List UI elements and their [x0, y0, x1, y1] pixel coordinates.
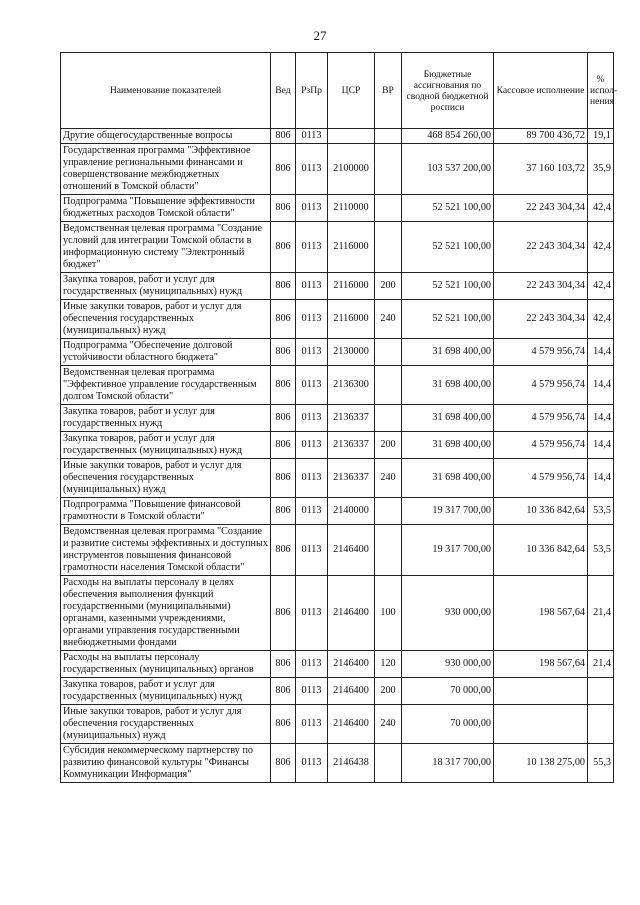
cell-csr: 2136337: [328, 405, 375, 432]
cell-percent: 42,4: [588, 222, 614, 273]
cell-ved: 806: [271, 129, 296, 144]
table-row: [61, 129, 614, 144]
cell-ved: 806: [271, 459, 296, 498]
cell-cash-execution: 4 579 956,74: [494, 339, 588, 366]
page-number: 27: [313, 28, 327, 43]
cell-assignments: 52 521 100,00: [402, 195, 494, 222]
cell-csr: 2136337: [328, 432, 375, 459]
cell-assignments: 70 000,00: [402, 705, 494, 744]
cell-cash-execution: 37 160 103,72: [494, 144, 588, 195]
cell-percent: [588, 678, 614, 705]
table-row: [61, 498, 614, 525]
cell-vr: 240: [375, 705, 402, 744]
cell-percent: 42,4: [588, 273, 614, 300]
col-header-csr: ЦСР: [328, 53, 375, 129]
cell-rzpr: 0113: [296, 705, 328, 744]
cell-rzpr: 0113: [296, 405, 328, 432]
cell-rzpr: 0113: [296, 195, 328, 222]
cell-cash-execution: 22 243 304,34: [494, 300, 588, 339]
cell-name: Государственная программа "Эффективное управление региональными финансами и совершенствование межбюджетных отношений в Томской области": [61, 144, 271, 195]
cell-csr: 2116000: [328, 222, 375, 273]
cell-percent: 14,4: [588, 405, 614, 432]
cell-csr: 2110000: [328, 195, 375, 222]
cell-percent: 14,4: [588, 339, 614, 366]
cell-assignments: 19 317 700,00: [402, 498, 494, 525]
table-row: [61, 525, 614, 576]
table-row: [61, 432, 614, 459]
cell-assignments: 31 698 400,00: [402, 405, 494, 432]
cell-cash-execution: 4 579 956,74: [494, 459, 588, 498]
cell-name: Иные закупки товаров, работ и услуг для обеспечения государственных (муниципальных) нужд: [61, 705, 271, 744]
cell-vr: 200: [375, 678, 402, 705]
cell-csr: 2146400: [328, 576, 375, 651]
cell-rzpr: 0113: [296, 273, 328, 300]
cell-name: Закупка товаров, работ и услуг для государственных (муниципальных) нужд: [61, 678, 271, 705]
table-row: [61, 576, 614, 651]
col-header-percent: % испол-нения: [588, 53, 614, 129]
table-row: [61, 678, 614, 705]
cell-csr: 2146400: [328, 525, 375, 576]
cell-assignments: 31 698 400,00: [402, 366, 494, 405]
table-row: [61, 300, 614, 339]
cell-cash-execution: 198 567,64: [494, 576, 588, 651]
cell-cash-execution: [494, 705, 588, 744]
cell-assignments: 52 521 100,00: [402, 222, 494, 273]
cell-cash-execution: 22 243 304,34: [494, 195, 588, 222]
cell-name: Закупка товаров, работ и услуг для государственных нужд: [61, 405, 271, 432]
cell-ved: 806: [271, 222, 296, 273]
cell-rzpr: 0113: [296, 525, 328, 576]
cell-percent: [588, 705, 614, 744]
cell-ved: 806: [271, 273, 296, 300]
cell-percent: 14,4: [588, 459, 614, 498]
table-row: [61, 705, 614, 744]
cell-vr: 200: [375, 432, 402, 459]
col-header-vr: ВР: [375, 53, 402, 129]
table-row: [61, 405, 614, 432]
cell-percent: 53,5: [588, 525, 614, 576]
cell-vr: 100: [375, 576, 402, 651]
table-row: [61, 651, 614, 678]
cell-percent: 19,1: [588, 129, 614, 144]
cell-name: Расходы на выплаты персоналу в целях обеспечения выполнения функций государственными (муниципальными) органами, казенными учреждениями, органами управления государственными внебюджетными фондами: [61, 576, 271, 651]
table-body: [61, 129, 614, 783]
cell-percent: 14,4: [588, 432, 614, 459]
cell-assignments: 31 698 400,00: [402, 339, 494, 366]
cell-rzpr: 0113: [296, 144, 328, 195]
cell-csr: 2140000: [328, 498, 375, 525]
cell-name: Иные закупки товаров, работ и услуг для обеспечения государственных (муниципальных) нужд: [61, 459, 271, 498]
table-row: [61, 339, 614, 366]
cell-assignments: 468 854 260,00: [402, 129, 494, 144]
cell-percent: 42,4: [588, 195, 614, 222]
cell-vr: [375, 144, 402, 195]
cell-ved: 806: [271, 366, 296, 405]
cell-rzpr: 0113: [296, 300, 328, 339]
cell-ved: 806: [271, 678, 296, 705]
cell-assignments: 930 000,00: [402, 651, 494, 678]
cell-vr: [375, 366, 402, 405]
cell-cash-execution: 198 567,64: [494, 651, 588, 678]
cell-cash-execution: 10 336 842,64: [494, 498, 588, 525]
cell-name: Закупка товаров, работ и услуг для государственных (муниципальных) нужд: [61, 273, 271, 300]
cell-name: Подпрограмма "Повышение эффективности бюджетных расходов Томской области": [61, 195, 271, 222]
cell-csr: 2146438: [328, 744, 375, 783]
cell-name: Расходы на выплаты персоналу государственных (муниципальных) органов: [61, 651, 271, 678]
cell-ved: 806: [271, 525, 296, 576]
cell-assignments: 18 317 700,00: [402, 744, 494, 783]
cell-percent: 21,4: [588, 576, 614, 651]
cell-cash-execution: 4 579 956,74: [494, 366, 588, 405]
cell-vr: 240: [375, 459, 402, 498]
cell-cash-execution: 89 700 436,72: [494, 129, 588, 144]
cell-vr: [375, 339, 402, 366]
cell-rzpr: 0113: [296, 129, 328, 144]
cell-ved: 806: [271, 576, 296, 651]
table-row: [61, 222, 614, 273]
col-header-ved: Вед: [271, 53, 296, 129]
cell-ved: 806: [271, 432, 296, 459]
cell-cash-execution: 22 243 304,34: [494, 273, 588, 300]
cell-name: Закупка товаров, работ и услуг для государственных (муниципальных) нужд: [61, 432, 271, 459]
cell-percent: 55,3: [588, 744, 614, 783]
col-header-cash-execution: Кассовое исполнение: [494, 53, 588, 129]
cell-ved: 806: [271, 300, 296, 339]
cell-vr: 200: [375, 273, 402, 300]
cell-rzpr: 0113: [296, 366, 328, 405]
cell-name: Иные закупки товаров, работ и услуг для обеспечения государственных (муниципальных) нужд: [61, 300, 271, 339]
cell-cash-execution: 10 336 842,64: [494, 525, 588, 576]
cell-vr: [375, 744, 402, 783]
cell-csr: 2146400: [328, 651, 375, 678]
cell-ved: 806: [271, 339, 296, 366]
cell-assignments: 70 000,00: [402, 678, 494, 705]
cell-csr: 2130000: [328, 339, 375, 366]
cell-cash-execution: [494, 678, 588, 705]
cell-name: Субсидия некоммерческому партнерству по развитию финансовой культуры "Финансы Коммуникации Информация": [61, 744, 271, 783]
cell-csr: 2116000: [328, 300, 375, 339]
cell-cash-execution: 10 138 275,00: [494, 744, 588, 783]
cell-ved: 806: [271, 144, 296, 195]
cell-assignments: 52 521 100,00: [402, 300, 494, 339]
cell-percent: 35,9: [588, 144, 614, 195]
cell-name: Подпрограмма "Обеспечение долговой устойчивости областного бюджета": [61, 339, 271, 366]
cell-name: Подпрограмма "Повышение финансовой грамотности в Томской области": [61, 498, 271, 525]
cell-percent: 42,4: [588, 300, 614, 339]
cell-percent: 14,4: [588, 366, 614, 405]
table-row: [61, 195, 614, 222]
cell-percent: 21,4: [588, 651, 614, 678]
cell-vr: [375, 525, 402, 576]
cell-vr: 240: [375, 300, 402, 339]
cell-assignments: 52 521 100,00: [402, 273, 494, 300]
cell-rzpr: 0113: [296, 744, 328, 783]
cell-name: Ведомственная целевая программа "Создание условий для интеграции Томской области в информационную систему "Электронный бюджет": [61, 222, 271, 273]
cell-assignments: 31 698 400,00: [402, 459, 494, 498]
cell-name: Ведомственная целевая программа "Эффективное управление государственным долгом Томской области": [61, 366, 271, 405]
table-row: [61, 744, 614, 783]
cell-rzpr: 0113: [296, 678, 328, 705]
cell-csr: 2116000: [328, 273, 375, 300]
cell-rzpr: 0113: [296, 222, 328, 273]
cell-cash-execution: 22 243 304,34: [494, 222, 588, 273]
cell-vr: [375, 498, 402, 525]
cell-rzpr: 0113: [296, 651, 328, 678]
cell-csr: 2136337: [328, 459, 375, 498]
table-row: [61, 366, 614, 405]
cell-csr: 2100000: [328, 144, 375, 195]
cell-name: Другие общегосударственные вопросы: [61, 129, 271, 144]
cell-percent: 53,5: [588, 498, 614, 525]
cell-csr: [328, 129, 375, 144]
cell-csr: 2136300: [328, 366, 375, 405]
cell-ved: 806: [271, 498, 296, 525]
cell-rzpr: 0113: [296, 339, 328, 366]
cell-assignments: 103 537 200,00: [402, 144, 494, 195]
cell-rzpr: 0113: [296, 432, 328, 459]
cell-vr: [375, 129, 402, 144]
table-row: [61, 144, 614, 195]
cell-vr: [375, 195, 402, 222]
cell-vr: 120: [375, 651, 402, 678]
cell-ved: 806: [271, 405, 296, 432]
cell-ved: 806: [271, 651, 296, 678]
cell-assignments: 31 698 400,00: [402, 432, 494, 459]
table-row: [61, 273, 614, 300]
budget-table: [60, 52, 618, 783]
col-header-name: Наименование показателей: [61, 53, 271, 129]
cell-assignments: 930 000,00: [402, 576, 494, 651]
cell-assignments: 19 317 700,00: [402, 525, 494, 576]
cell-rzpr: 0113: [296, 498, 328, 525]
cell-rzpr: 0113: [296, 576, 328, 651]
cell-ved: 806: [271, 705, 296, 744]
cell-ved: 806: [271, 195, 296, 222]
cell-cash-execution: 4 579 956,74: [494, 405, 588, 432]
cell-cash-execution: 4 579 956,74: [494, 432, 588, 459]
cell-name: Ведомственная целевая программа "Создание и развитие системы эффективных и доступных инструментов повышения финансовой грамотности населения Томской области": [61, 525, 271, 576]
cell-csr: 2146400: [328, 705, 375, 744]
cell-csr: 2146400: [328, 678, 375, 705]
col-header-rzpr: РзПр: [296, 53, 328, 129]
table-row: [61, 459, 614, 498]
cell-ved: 806: [271, 744, 296, 783]
cell-vr: [375, 405, 402, 432]
cell-vr: [375, 222, 402, 273]
table-header-row: [61, 53, 614, 129]
col-header-assignments: Бюджетные ассигнования по сводной бюджетной росписи: [402, 53, 494, 129]
cell-rzpr: 0113: [296, 459, 328, 498]
